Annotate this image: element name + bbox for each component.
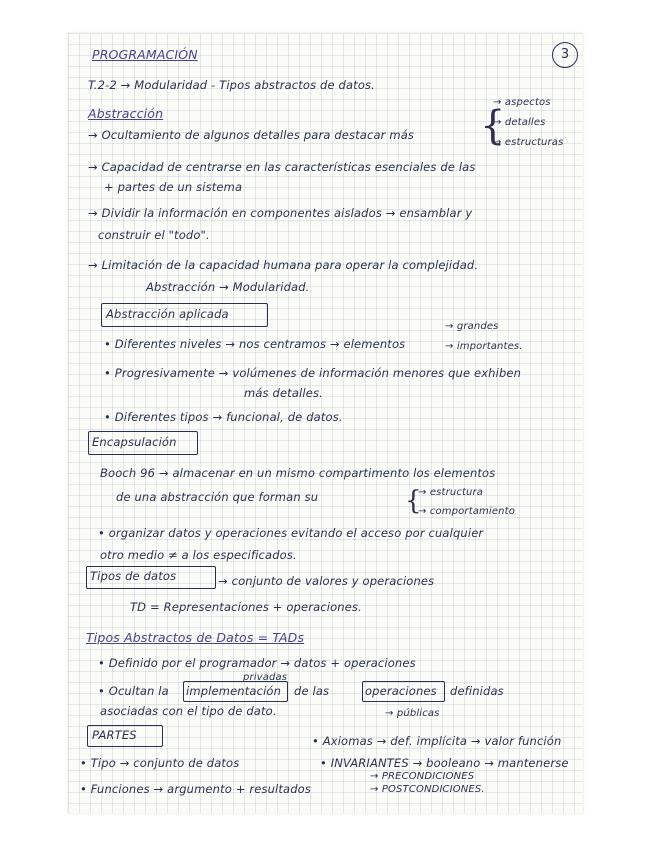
encapsulacion-line-2a: • organizar datos y operaciones evitando el acceso por cualquier — [98, 526, 484, 540]
abstraccion-line-3a: → Dividir la información en componentes aislados → ensamblar y — [88, 206, 473, 220]
tipos-formula: TD = Representaciones + operaciones. — [130, 600, 362, 614]
partes-invariantes: • INVARIANTES → booleano → mantenerse — [320, 756, 569, 770]
tads-publicas: → públicas — [385, 708, 440, 719]
tads-bullet-2-pre: • Ocultan la — [98, 684, 169, 698]
encapsulacion-comportamiento: → comportamiento — [418, 506, 515, 517]
aplicada-bullet-2b: más detalles. — [244, 386, 323, 400]
heading-encapsulacion: Encapsulación — [92, 435, 177, 449]
partes-postcondiciones: → POSTCONDICIONES. — [370, 784, 485, 795]
tads-line-3: asociadas con el tipo de dato. — [100, 704, 277, 718]
encapsulacion-line-1b: de una abstracción que forman su — [116, 490, 319, 504]
list-detalles: → detalles — [493, 117, 546, 128]
heading-abstraccion: Abstracción — [88, 106, 164, 121]
aplicada-bullet-1: • Diferentes niveles → nos centramos → elementos — [104, 337, 406, 351]
partes-axiomas: • Axiomas → def. implícita → valor función — [312, 734, 562, 748]
brace: { — [480, 103, 506, 149]
page-number: 3 — [552, 42, 578, 68]
brace: { — [405, 486, 422, 516]
heading-partes: PARTES — [92, 728, 137, 742]
list-aspectos: → aspectos — [493, 97, 551, 108]
tads-privadas: privadas — [243, 672, 288, 683]
tipos-definicion: → conjunto de valores y operaciones — [218, 574, 435, 588]
heading-tipos-de-datos: Tipos de datos — [90, 569, 177, 583]
page-title: PROGRAMACIÓN — [92, 47, 198, 62]
abstraccion-line-2b: + partes de un sistema — [104, 180, 243, 194]
tads-bullet-2-mid: de las — [294, 684, 330, 698]
abstraccion-line-1: → Ocultamiento de algunos detalles para destacar más — [88, 128, 415, 142]
aplicada-bullet-2a: • Progresivamente → volúmenes de información menores que exhiben — [104, 366, 522, 380]
encapsulacion-line-2b: otro medio ≠ a los especificados. — [100, 548, 297, 562]
partes-tipo: • Tipo → conjunto de datos — [80, 756, 240, 770]
encapsulacion-line-1a: Booch 96 → almacenar en un mismo compartimento los elementos — [100, 466, 496, 480]
topic-subtitle: T.2-2 → Modularidad - Tipos abstractos de datos. — [88, 78, 375, 92]
encapsulacion-estructura: → estructura — [418, 487, 484, 498]
heading-abstraccion-aplicada: Abstracción aplicada — [106, 307, 229, 321]
tads-bullet-2-post: definidas — [450, 684, 504, 698]
abstraccion-line-4b: Abstracción → Modularidad. — [146, 280, 310, 294]
abstraccion-line-3b: construir el "todo". — [98, 228, 210, 242]
tads-operaciones: operaciones — [365, 684, 437, 698]
partes-funciones: • Funciones → argumento + resultados — [80, 782, 312, 796]
partes-precondiciones: → PRECONDICIONES — [370, 771, 475, 782]
aplicada-bullet-3: • Diferentes tipos → funcional, de datos. — [104, 410, 343, 424]
tads-bullet-1: • Definido por el programador → datos + operaciones — [98, 656, 416, 670]
abstraccion-line-2a: → Capacidad de centrarse en las características esenciales de las — [88, 160, 476, 174]
aplicada-importantes: → importantes. — [445, 341, 523, 352]
aplicada-grandes: → grandes — [445, 321, 499, 332]
abstraccion-line-4a: → Limitación de la capacidad humana para operar la complejidad. — [88, 258, 479, 272]
tads-implementacion: implementación — [186, 684, 282, 698]
list-estructuras: → estructuras — [493, 137, 564, 148]
heading-tads: Tipos Abstractos de Datos = TADs — [86, 630, 305, 645]
